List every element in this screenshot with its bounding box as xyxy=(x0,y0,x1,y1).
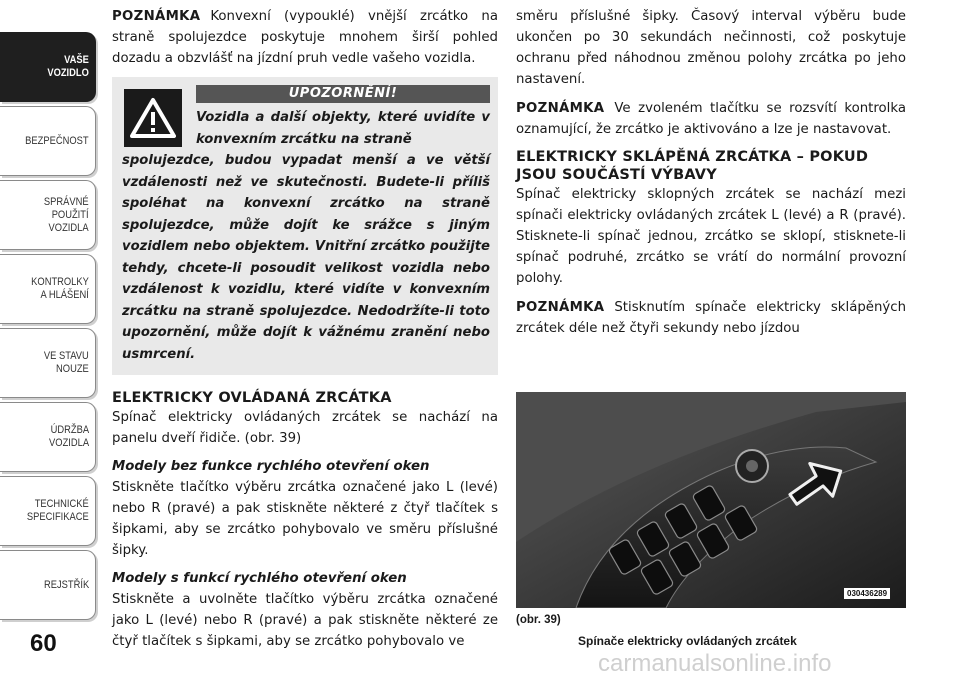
figure-code: 030436289 xyxy=(844,588,890,599)
body-paragraph: Stiskněte a uvolněte tlačítko výběru zrcátka označené jako L (levé) nebo R (pravé) a pak stiskněte některé ze čtyř tlačítek s šipkami, aby se zrcátko pohybovalo ve xyxy=(112,592,498,649)
note-paragraph xyxy=(112,6,498,69)
tab-ve-stavu-nouze[interactable] xyxy=(0,328,96,398)
door-switch-photo xyxy=(516,392,906,608)
warning-text-first: Vozidla a další objekty, které uvidíte v konvexním zrcátku na straně xyxy=(196,110,490,147)
body-paragraph: Stiskněte tlačítko výběru zrcátka označené jako L (levé) nebo R (pravé) a pak stiskněte některé z čtyř tlačítek s šipkami, aby se zrcátko pohybovalo ve směru příslušné šipky. xyxy=(112,480,498,558)
tab-label: REJSTŘÍK xyxy=(43,578,89,591)
tab-spravne-pouziti[interactable] xyxy=(0,180,96,250)
tab-rejstrik[interactable] xyxy=(0,550,96,620)
note-text: Stisknutím spínače elektricky sklápěných zrcátek déle než čtyři sekundy nebo jízdou xyxy=(516,300,906,336)
section-heading: ELEKTRICKY SKLÁPĚNÁ ZRCÁTKA – POKUD JSOU SOUČÁSTÍ VÝBAVY xyxy=(516,149,869,183)
tab-label: BEZPEČNOST xyxy=(25,134,89,147)
note-paragraph xyxy=(516,297,906,339)
note-text: Konvexní (vypouklé) vnější zrcátko na straně spolujezdce poskytuje mnohem širší pohled dozadu a obzvlášť na jízdní pruh vedle vašeho vozidla. xyxy=(112,9,498,66)
note-label: POZNÁMKA xyxy=(516,101,605,116)
subheading: Modely s funkcí rychlého otevření oken xyxy=(112,571,407,586)
tab-kontrolky[interactable] xyxy=(0,254,96,324)
tab-vase-vozidlo[interactable] xyxy=(0,32,96,102)
note-paragraph xyxy=(516,98,906,140)
tab-label: TECHNICKÉ SPECIFIKACE xyxy=(27,498,89,523)
figure-caption: Spínače elektricky ovládaných zrcátek xyxy=(578,634,797,648)
left-column xyxy=(112,6,498,660)
page-number: 60 xyxy=(30,630,57,657)
figure-reference: (obr. 39) xyxy=(516,614,561,626)
tab-label: KONTROLKY A HLÁŠENÍ xyxy=(31,276,89,301)
tab-label: ÚDRŽBA VOZIDLA xyxy=(48,424,89,449)
tab-label: VAŠE VOZIDLO xyxy=(47,54,89,79)
chapter-sidebar xyxy=(0,0,100,678)
intro-paragraph: Spínač elektricky ovládaných zrcátek se nachází na panelu dveří řidiče. (obr. 39) xyxy=(112,410,498,446)
right-column xyxy=(516,6,906,347)
subheading: Modely bez funkce rychlého otevření oken xyxy=(112,459,430,474)
section-heading: ELEKTRICKY OVLÁDANÁ ZRCÁTKA xyxy=(112,390,392,406)
watermark: carmanualsonline.info xyxy=(598,650,832,677)
tab-udrzba[interactable] xyxy=(0,402,96,472)
note-text: Ve zvoleném tlačítku se rozsvítí kontrolka oznamující, že zrcátko je aktivováno a lze je nastavovat. xyxy=(516,101,906,137)
body-paragraph: Spínač elektricky sklopných zrcátek se nachází mezi spínači elektricky ovládaných zrcátek L (levé) a R (pravé). Stisknete-li spínač jednou, zrcátko se sklopí, stisknete-li spínač podruhé, zrcátko se vrátí do normální provozní polohy. xyxy=(516,187,906,286)
warning-triangle-icon xyxy=(124,89,182,147)
tab-bezpecnost[interactable] xyxy=(0,106,96,176)
warning-title: UPOZORNĚNÍ! xyxy=(196,85,490,103)
door-panel-illustration xyxy=(516,392,906,608)
tab-label: SPRÁVNÉ POUŽITÍ VOZIDLA xyxy=(44,195,89,234)
warning-text: spolujezdce, budou vypadat menší a ve větší vzdálenosti než ve skutečnosti. Budete-li příliš spoléhat na konvexní zrcátko na straně spolujezdce, může dojít ke srážce s jiným vozidlem nebo objektem. Vnitřní zrcátko použijte tehdy, chcete-li posoudit velikost vozidla nebo vzdálenost k vozidlu, které vidíte v konvexním zrcátku na straně spolujezdce. Nedodržíte-li toto upozornění, může dojít k vážnému zranění nebo usmrcení. xyxy=(122,153,490,362)
note-label: POZNÁMKA xyxy=(516,300,605,315)
body-paragraph: směru příslušné šipky. Časový interval výběru bude ukončen po 30 sekundách nečinnosti, což poskytuje ochranu před náhodnou změnou polohy zrcátka po jeho nastavení. xyxy=(516,9,906,87)
warning-box xyxy=(112,77,498,375)
tab-label: VE STAVU NOUZE xyxy=(44,350,89,375)
note-label: POZNÁMKA xyxy=(112,9,201,24)
tab-technicke-specifikace[interactable] xyxy=(0,476,96,546)
